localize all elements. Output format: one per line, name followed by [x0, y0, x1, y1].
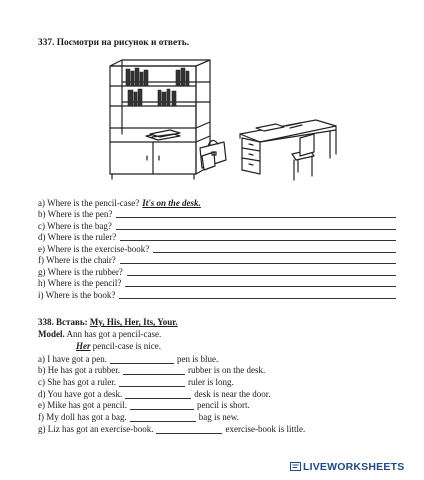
answer-blank[interactable]: [110, 355, 174, 364]
answer-blank[interactable]: [119, 378, 185, 387]
exercise-338: [38, 317, 398, 434]
sample-answer: It's on the desk.: [142, 197, 201, 208]
room-illustration: [100, 56, 350, 186]
model-sentence: Model. Ann has got a pencil-case.: [38, 329, 162, 339]
questions-list: [38, 196, 396, 300]
answer-blank[interactable]: [130, 413, 196, 422]
question-row: [38, 208, 396, 220]
question-row: [38, 219, 396, 231]
question-text: a) Where is the pencil-case?: [38, 197, 140, 208]
bag-drawing: [200, 140, 226, 170]
liveworksheets-logo: LIVEWORKSHEETS: [290, 461, 404, 473]
worksheet-icon: [290, 462, 301, 471]
answer-line[interactable]: [120, 263, 396, 264]
answer-line[interactable]: [116, 217, 396, 218]
question-text: i) Where is the book?: [38, 289, 116, 300]
desk-drawing: [240, 120, 336, 174]
chair-drawing: [292, 134, 314, 180]
question-row: [38, 288, 396, 300]
model-answer: Her pencil-case is nice.: [76, 340, 161, 351]
exercise-338-title: 338. Вставь: My, His, Her, Its, Your.: [38, 317, 178, 327]
sentence-row: d) You have got a desk. desk is near the door.: [38, 388, 271, 399]
answer-line[interactable]: [120, 240, 396, 241]
answer-line[interactable]: [116, 229, 396, 230]
question-row: [38, 277, 396, 289]
sentence-row: e) Mike has got a pencil. pencil is short.: [38, 400, 250, 411]
question-text: b) Where is the pen?: [38, 209, 113, 219]
question-text: d) Where is the ruler?: [38, 232, 117, 242]
answer-blank[interactable]: [123, 366, 185, 375]
sentence-row: g) Liz has got an exercise-book. exercise-book is little.: [38, 423, 306, 434]
answer-line[interactable]: [153, 252, 396, 253]
answer-blank[interactable]: [125, 390, 191, 399]
answer-line[interactable]: [125, 286, 396, 287]
question-text: c) Where is the bag?: [38, 220, 112, 231]
question-row: [38, 231, 396, 243]
answer-blank[interactable]: [156, 425, 222, 434]
word-bank: My, His, Her, Its, Your.: [89, 317, 178, 327]
question-text: f) Where is the chair?: [38, 255, 116, 265]
sentence-row: b) He has got a rubber. rubber is on the desk.: [38, 365, 266, 376]
exercise-337-title: 337. Посмотри на рисунок и ответь.: [38, 38, 190, 48]
question-row: [38, 196, 396, 208]
sentence-row: a) I have got a pen. pen is blue.: [38, 353, 219, 364]
question-text: e) Where is the exercise-book?: [38, 243, 150, 254]
question-text: g) Where is the rubber?: [38, 266, 123, 277]
sentence-row: f) My doll has got a bag. bag is new.: [38, 412, 239, 423]
answer-line[interactable]: [127, 275, 396, 276]
question-row: [38, 254, 396, 266]
answer-line[interactable]: [119, 298, 396, 299]
answer-blank[interactable]: [130, 401, 194, 410]
question-row: [38, 242, 396, 254]
sentence-row: c) She has got a ruler. ruler is long.: [38, 377, 234, 388]
bookcase-drawing: [110, 60, 210, 179]
question-row: [38, 265, 396, 277]
question-text: h) Where is the pencil?: [38, 278, 122, 288]
